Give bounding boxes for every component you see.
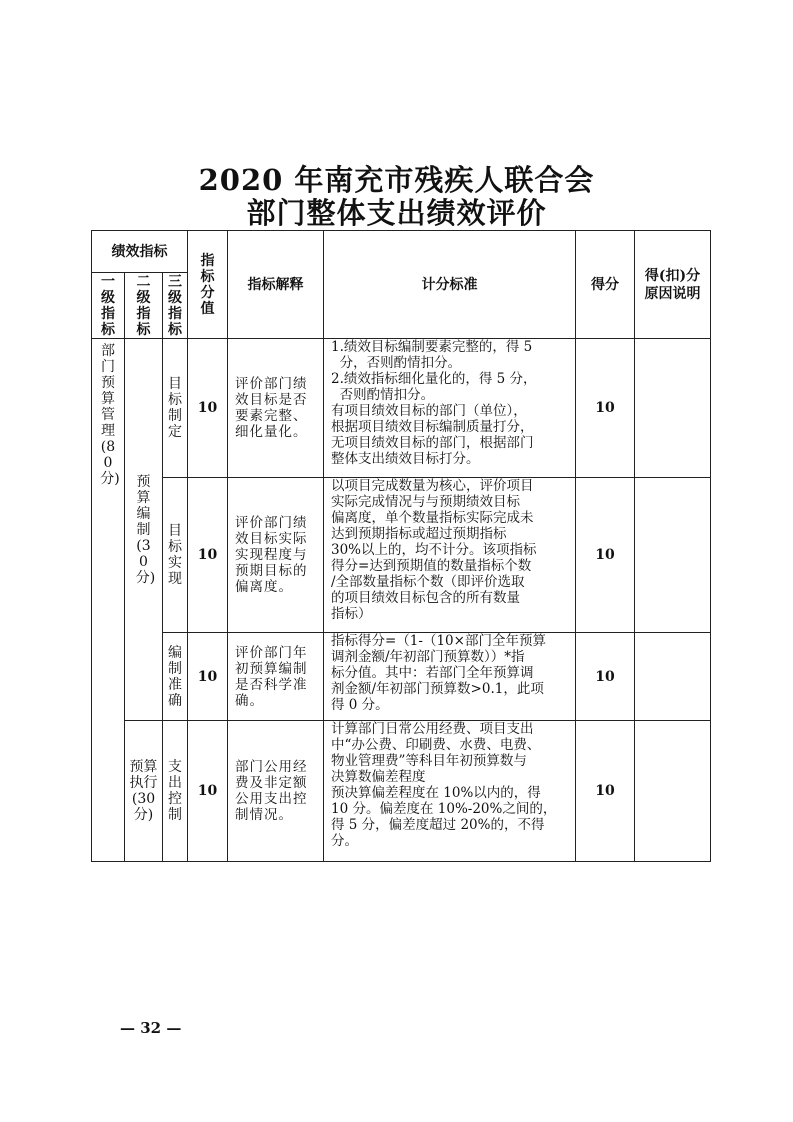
weight-cell: 10 bbox=[188, 478, 228, 633]
score-cell: 10 bbox=[576, 721, 635, 862]
header-score: 得分 bbox=[576, 231, 635, 339]
level3-cell: 支出控制 bbox=[163, 721, 188, 862]
header-reason: 得(扣)分原因说明 bbox=[635, 231, 711, 339]
explanation-cell: 部门公用经费及非定额公用支出控制情况。 bbox=[228, 721, 324, 862]
weight-cell: 10 bbox=[188, 339, 228, 478]
level1-cell: 部门预算管理(80分) bbox=[92, 339, 125, 862]
header-level2: 二级指标 bbox=[125, 273, 163, 339]
level2-cell: 预算执行(30分) bbox=[125, 721, 163, 862]
criteria-cell: 指标得分=（1-（10×部门全年预算 调剂金额/年初部门预算数））*指 标分值。其中：若部门全年预算调 剂金额/年初部门预算数>0.1，此项 得 0 分。 bbox=[324, 633, 576, 721]
level3-cell: 编制准确 bbox=[163, 633, 188, 721]
header-indicators: 绩效指标 bbox=[92, 231, 188, 273]
weight-cell: 10 bbox=[188, 633, 228, 721]
score-cell: 10 bbox=[576, 478, 635, 633]
document-title-line-1: 2020 年南充市残疾人联合会 bbox=[198, 163, 595, 197]
criteria-cell: 计算部门日常公用经费、项目支出 中“办公费、印刷费、水费、电费、 物业管理费”等科目年初预算数与 决算数偏差程度 预决算偏差程度在 10%以内的，得 10 分。偏差度在 10%-20%之间的， 得 5 分，偏差度超过 20%的，不得 分。 bbox=[324, 721, 576, 862]
reason-cell bbox=[635, 633, 711, 721]
document-title-line-2: 部门整体支出绩效评价 bbox=[246, 196, 547, 230]
weight-cell: 10 bbox=[188, 721, 228, 862]
header-level3: 三级指标 bbox=[163, 273, 188, 339]
header-explanation: 指标解释 bbox=[228, 231, 324, 339]
header-criteria: 计分标准 bbox=[324, 231, 576, 339]
criteria-cell: 1.绩效目标编制要素完整的，得 5 分，否则酌情扣分。 2.绩效指标细化量化的，得 5 分， 否则酌情扣分。 有项目绩效目标的部门（单位）， 根据项目绩效目标编制质量打分， 无项目绩效目标的部门，根据部门 整体支出绩效目标打分。 bbox=[324, 339, 576, 478]
header-weight: 指标分值 bbox=[188, 231, 228, 339]
explanation-cell: 评价部门绩效目标实际实现程度与预期目标的偏离度。 bbox=[228, 478, 324, 633]
performance-evaluation-table bbox=[91, 230, 711, 862]
explanation-cell: 评价部门年初预算编制是否科学准确。 bbox=[228, 633, 324, 721]
reason-cell bbox=[635, 339, 711, 478]
level2-cell: 预算编制(30分) bbox=[125, 339, 163, 721]
reason-cell bbox=[635, 721, 711, 862]
score-cell: 10 bbox=[576, 339, 635, 478]
score-cell: 10 bbox=[576, 633, 635, 721]
level3-cell: 目标实现 bbox=[163, 478, 188, 633]
explanation-cell: 评价部门绩效目标是否要素完整、细化量化。 bbox=[228, 339, 324, 478]
reason-cell bbox=[635, 478, 711, 633]
level3-cell: 目标制定 bbox=[163, 339, 188, 478]
criteria-cell: 以项目完成数量为核心，评价项目 实际完成情况与与预期绩效目标 偏离度，单个数量指标实际完成未 达到预期指标或超过预期指标 30%以上的，均不计分。该项指标 得分=达到预期值的数量指标个数 /全部数量指标个数（即评价选取 的项目绩效目标包含的所有数量 指标） bbox=[324, 478, 576, 633]
header-level1: 一级指标 bbox=[92, 273, 125, 339]
page-number: — 32 — bbox=[120, 1019, 182, 1037]
